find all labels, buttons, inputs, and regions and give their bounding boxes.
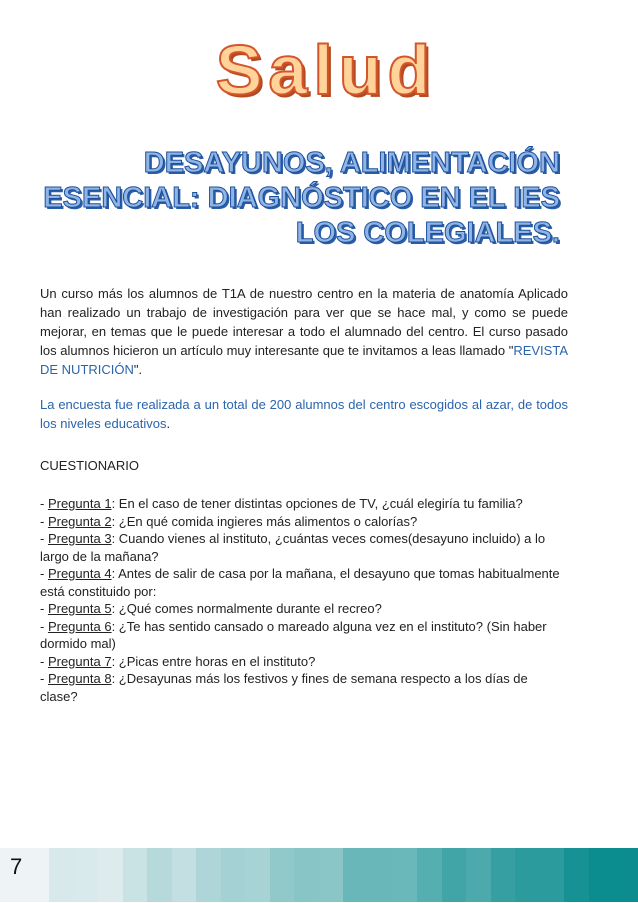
footer-stripe [613, 848, 638, 902]
question-prefix: - [40, 671, 48, 686]
question-text: : Cuando vienes al instituto, ¿cuántas veces comes(desayuno incluido) a lo largo de la mañana? [40, 531, 546, 564]
question-prefix: - [40, 496, 48, 511]
question-item [40, 653, 568, 671]
question-item [40, 495, 568, 513]
question-text: : ¿Desayunas más los festivos y fines de semana respecto a los días de clase? [40, 671, 528, 704]
footer-stripe [221, 848, 246, 902]
footer-stripe [270, 848, 295, 902]
footer-stripe [491, 848, 516, 902]
question-label: Pregunta 8 [47, 671, 112, 686]
footer-stripe [540, 848, 565, 902]
question-text: : ¿Qué comes normalmente durante el recreo? [111, 601, 382, 616]
footer-stripe [319, 848, 344, 902]
headline-line-3: LOS COLEGIALES. [295, 217, 560, 249]
footer-stripe [25, 848, 50, 902]
question-text: : ¿En qué comida ingieres más alimentos o calorías? [111, 513, 418, 529]
question-label: Pregunta 7 [47, 653, 112, 669]
question-prefix: - [40, 601, 48, 616]
survey-text: La encuesta fue realizada a un total de 200 alumnos del centro escogidos al azar, de todos los niveles educativos [40, 397, 568, 431]
footer-stripe [564, 848, 589, 902]
footer-stripe [123, 848, 148, 902]
section-title: Salud [215, 31, 437, 109]
question-label: Pregunta 1 [47, 496, 112, 511]
question-label: Pregunta 2 [47, 513, 112, 529]
questionnaire-heading: CUESTIONARIO [40, 458, 139, 473]
question-list [40, 495, 568, 705]
question-item [40, 530, 568, 565]
footer-stripe [393, 848, 418, 902]
survey-paragraph [40, 395, 568, 433]
footer-stripe [515, 848, 540, 902]
footer-stripe [172, 848, 197, 902]
headline-line-2: ESENCIAL: DIAGNÓSTICO EN EL IES [43, 182, 560, 214]
question-text: : ¿Te has sentido cansado o mareado alguna vez en el instituto? (Sin haber dormido mal) [40, 618, 547, 651]
article-headline [40, 146, 560, 251]
question-text: : ¿Picas entre horas en el instituto? [111, 653, 316, 669]
headline-line-1: DESAYUNOS, ALIMENTACIÓN [143, 147, 560, 179]
question-label: Pregunta 6 [47, 618, 112, 634]
question-prefix: - [40, 531, 48, 546]
question-item [40, 565, 568, 600]
question-text: : En el caso de tener distintas opciones de TV, ¿cuál elegiría tu familia? [111, 496, 523, 511]
question-item [40, 618, 568, 653]
question-label: Pregunta 3 [47, 531, 112, 546]
intro-paragraph [40, 284, 568, 379]
footer-stripe [74, 848, 99, 902]
question-item [40, 670, 568, 705]
question-item [40, 513, 568, 531]
intro-text: Un curso más los alumnos de T1A de nuestro centro en la materia de anatomía Aplicado han realizado un trabajo de investigación para ver que se hace mal, y como se puede mejorar, en temas que le puede interesar a todo el alumnado del centro. El curso pasado los alumnos hicieron un artículo muy interesante que te invitamos a leas llamado " [40, 286, 568, 358]
question-prefix: - [40, 566, 48, 581]
revista-link[interactable]: REVISTA DE NUTRICIÓN [40, 343, 568, 377]
question-item [40, 600, 568, 618]
footer-gradient-bar [0, 848, 638, 902]
footer-stripe [589, 848, 614, 902]
intro-end: ". [133, 362, 143, 377]
footer-stripe [49, 848, 74, 902]
footer-stripe [368, 848, 393, 902]
question-prefix: - [40, 618, 48, 634]
question-text: : Antes de salir de casa por la mañana, el desayuno que tomas habitualmente está constituido por: [40, 566, 560, 599]
question-label: Pregunta 4 [47, 566, 112, 581]
question-label: Pregunta 5 [47, 601, 112, 616]
page-number: 7 [10, 854, 23, 879]
footer-stripe [343, 848, 368, 902]
footer-stripe [466, 848, 491, 902]
survey-end: . [166, 416, 171, 431]
footer-stripe [98, 848, 123, 902]
question-prefix: - [40, 653, 48, 669]
footer-stripe [147, 848, 172, 902]
footer-stripe [245, 848, 270, 902]
footer-stripe [294, 848, 319, 902]
footer-stripe [196, 848, 221, 902]
footer-stripe [442, 848, 467, 902]
footer-stripe [417, 848, 442, 902]
question-prefix: - [40, 513, 48, 529]
